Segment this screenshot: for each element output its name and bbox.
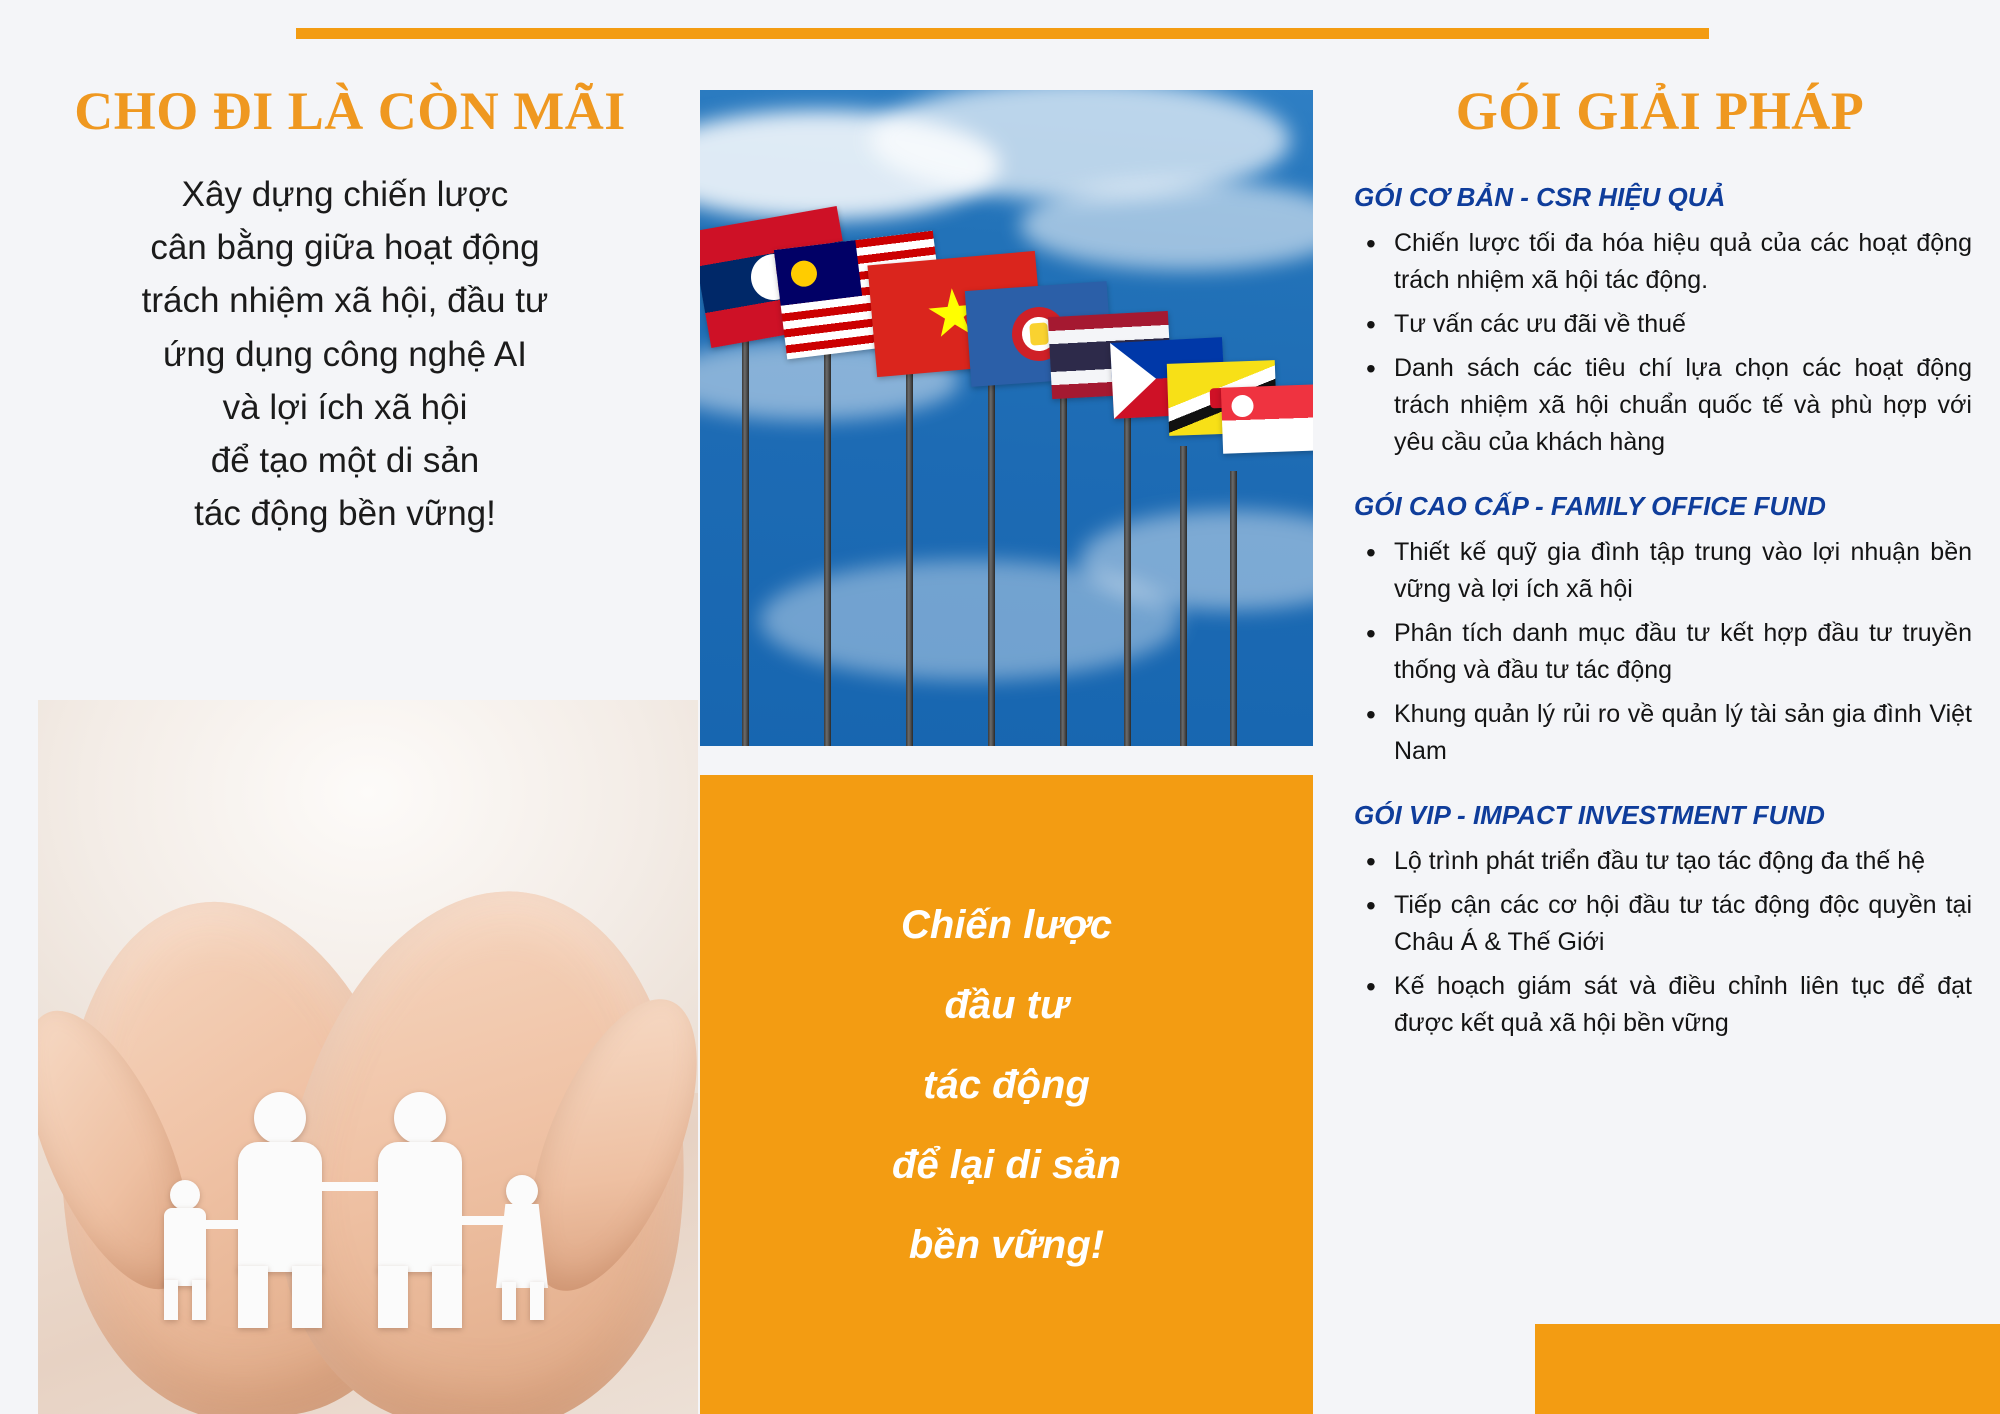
list-item: • Phân tích danh mục đầu tư kết hợp đầu tư truyền thống và đầu tư tác động — [1394, 615, 1980, 689]
paper-arm-link — [316, 1182, 386, 1191]
package-vip-list — [1340, 843, 1980, 1042]
left-body-line: Xây dựng chiến lược — [181, 175, 509, 214]
package-vip — [1340, 800, 1980, 1042]
asean-flag-paddy — [1029, 322, 1048, 345]
paper-child-head — [506, 1175, 538, 1207]
right-headline: GÓI GIẢI PHÁP — [1455, 81, 1865, 141]
left-body-line: và lợi ích xã hội — [222, 387, 468, 427]
left-column — [0, 80, 690, 540]
malaysia-flag-canton — [774, 240, 862, 306]
list-item: • Tiếp cận các cơ hội đầu tư tác động độc quyền tại Châu Á & Thế Giới — [1394, 887, 1980, 961]
left-body-line: tác động bền vững! — [194, 494, 496, 534]
center-quote-text — [700, 885, 1313, 1285]
package-basic-title: GÓI CƠ BẢN - CSR HIỆU QUẢ — [1354, 182, 1726, 212]
list-item: • Chiến lược tối đa hóa hiệu quả của các hoạt động trách nhiệm xã hội tác động. — [1394, 225, 1980, 299]
center-quote-panel — [700, 775, 1313, 1414]
flag-pole — [742, 316, 749, 746]
left-body-line: ứng dụng công nghệ AI — [162, 334, 527, 374]
paper-adult-leg — [432, 1266, 462, 1328]
cloud-shape — [1020, 180, 1313, 270]
flag-pole — [1060, 386, 1067, 746]
left-headline: CHO ĐI LÀ CÒN MÃI — [74, 81, 626, 141]
paper-arm-link — [198, 1220, 252, 1229]
quote-line: tác động — [923, 1063, 1090, 1107]
flag-pole — [988, 361, 995, 746]
list-item: • Kế hoạch giám sát và điều chỉnh liên tục để đạt được kết quả xã hội bền vững — [1394, 968, 1980, 1042]
left-body-line: để tạo một di sản — [210, 440, 480, 480]
package-basic-list — [1340, 225, 1980, 461]
paper-adult-leg — [238, 1266, 268, 1328]
quote-line: đầu tư — [944, 983, 1069, 1027]
quote-line: để lại di sản — [892, 1143, 1121, 1187]
singapore-flag-crescent — [1231, 395, 1254, 418]
left-body-line: trách nhiệm xã hội, đầu tư — [141, 281, 549, 321]
paper-adult-leg — [292, 1266, 322, 1328]
paper-child-head — [170, 1180, 200, 1210]
paper-child-leg — [502, 1282, 516, 1320]
quote-line: bền vững! — [908, 1223, 1105, 1267]
flag-pole — [1124, 416, 1131, 746]
bottom-right-orange-block — [1535, 1324, 2000, 1414]
paper-adult-body — [378, 1142, 462, 1272]
paper-child-leg — [192, 1280, 206, 1320]
paper-child-leg — [530, 1282, 544, 1320]
flag-pole — [1180, 446, 1187, 746]
package-premium-list — [1340, 534, 1980, 770]
top-orange-rule — [296, 28, 1709, 39]
package-basic — [1340, 182, 1980, 461]
flag-pole — [1230, 471, 1237, 746]
package-premium-title: GÓI CAO CẤP - FAMILY OFFICE FUND — [1354, 491, 1826, 521]
hands-holding-paper-family-photo — [38, 700, 698, 1414]
paper-child-leg — [164, 1280, 178, 1320]
paper-adult-head — [394, 1092, 446, 1144]
paper-adult-body — [238, 1142, 322, 1272]
list-item: • Thiết kế quỹ gia đình tập trung vào lợi nhuận bền vững và lợi ích xã hội — [1394, 534, 1980, 608]
paper-cutout-family — [158, 1070, 578, 1330]
paper-adult-leg — [378, 1266, 408, 1328]
package-premium — [1340, 491, 1980, 770]
list-item: • Khung quản lý rủi ro về quản lý tài sản gia đình Việt Nam — [1394, 696, 1980, 770]
quote-line: Chiến lược — [901, 903, 1112, 947]
list-item: • Danh sách các tiêu chí lựa chọn các hoạt động trách nhiệm xã hội chuẩn quốc tế và phù hợp với yêu cầu của khách hàng — [1394, 350, 1980, 461]
singapore-flag — [1221, 384, 1313, 453]
package-vip-title: GÓI VIP - IMPACT INVESTMENT FUND — [1354, 800, 1825, 830]
paper-adult-head — [254, 1092, 306, 1144]
right-column — [1340, 80, 2000, 1060]
left-body-text — [0, 168, 690, 540]
asean-flags-photo — [700, 90, 1313, 746]
flag-pole — [824, 331, 831, 746]
paper-arm-link — [456, 1216, 506, 1225]
philippines-flag-triangle — [1110, 341, 1158, 419]
left-body-line: cân bằng giữa hoạt động — [150, 228, 540, 268]
flag-pole — [906, 346, 913, 746]
list-item: • Lộ trình phát triển đầu tư tạo tác động đa thế hệ — [1394, 843, 1980, 880]
list-item: • Tư vấn các ưu đãi về thuế — [1394, 306, 1980, 343]
